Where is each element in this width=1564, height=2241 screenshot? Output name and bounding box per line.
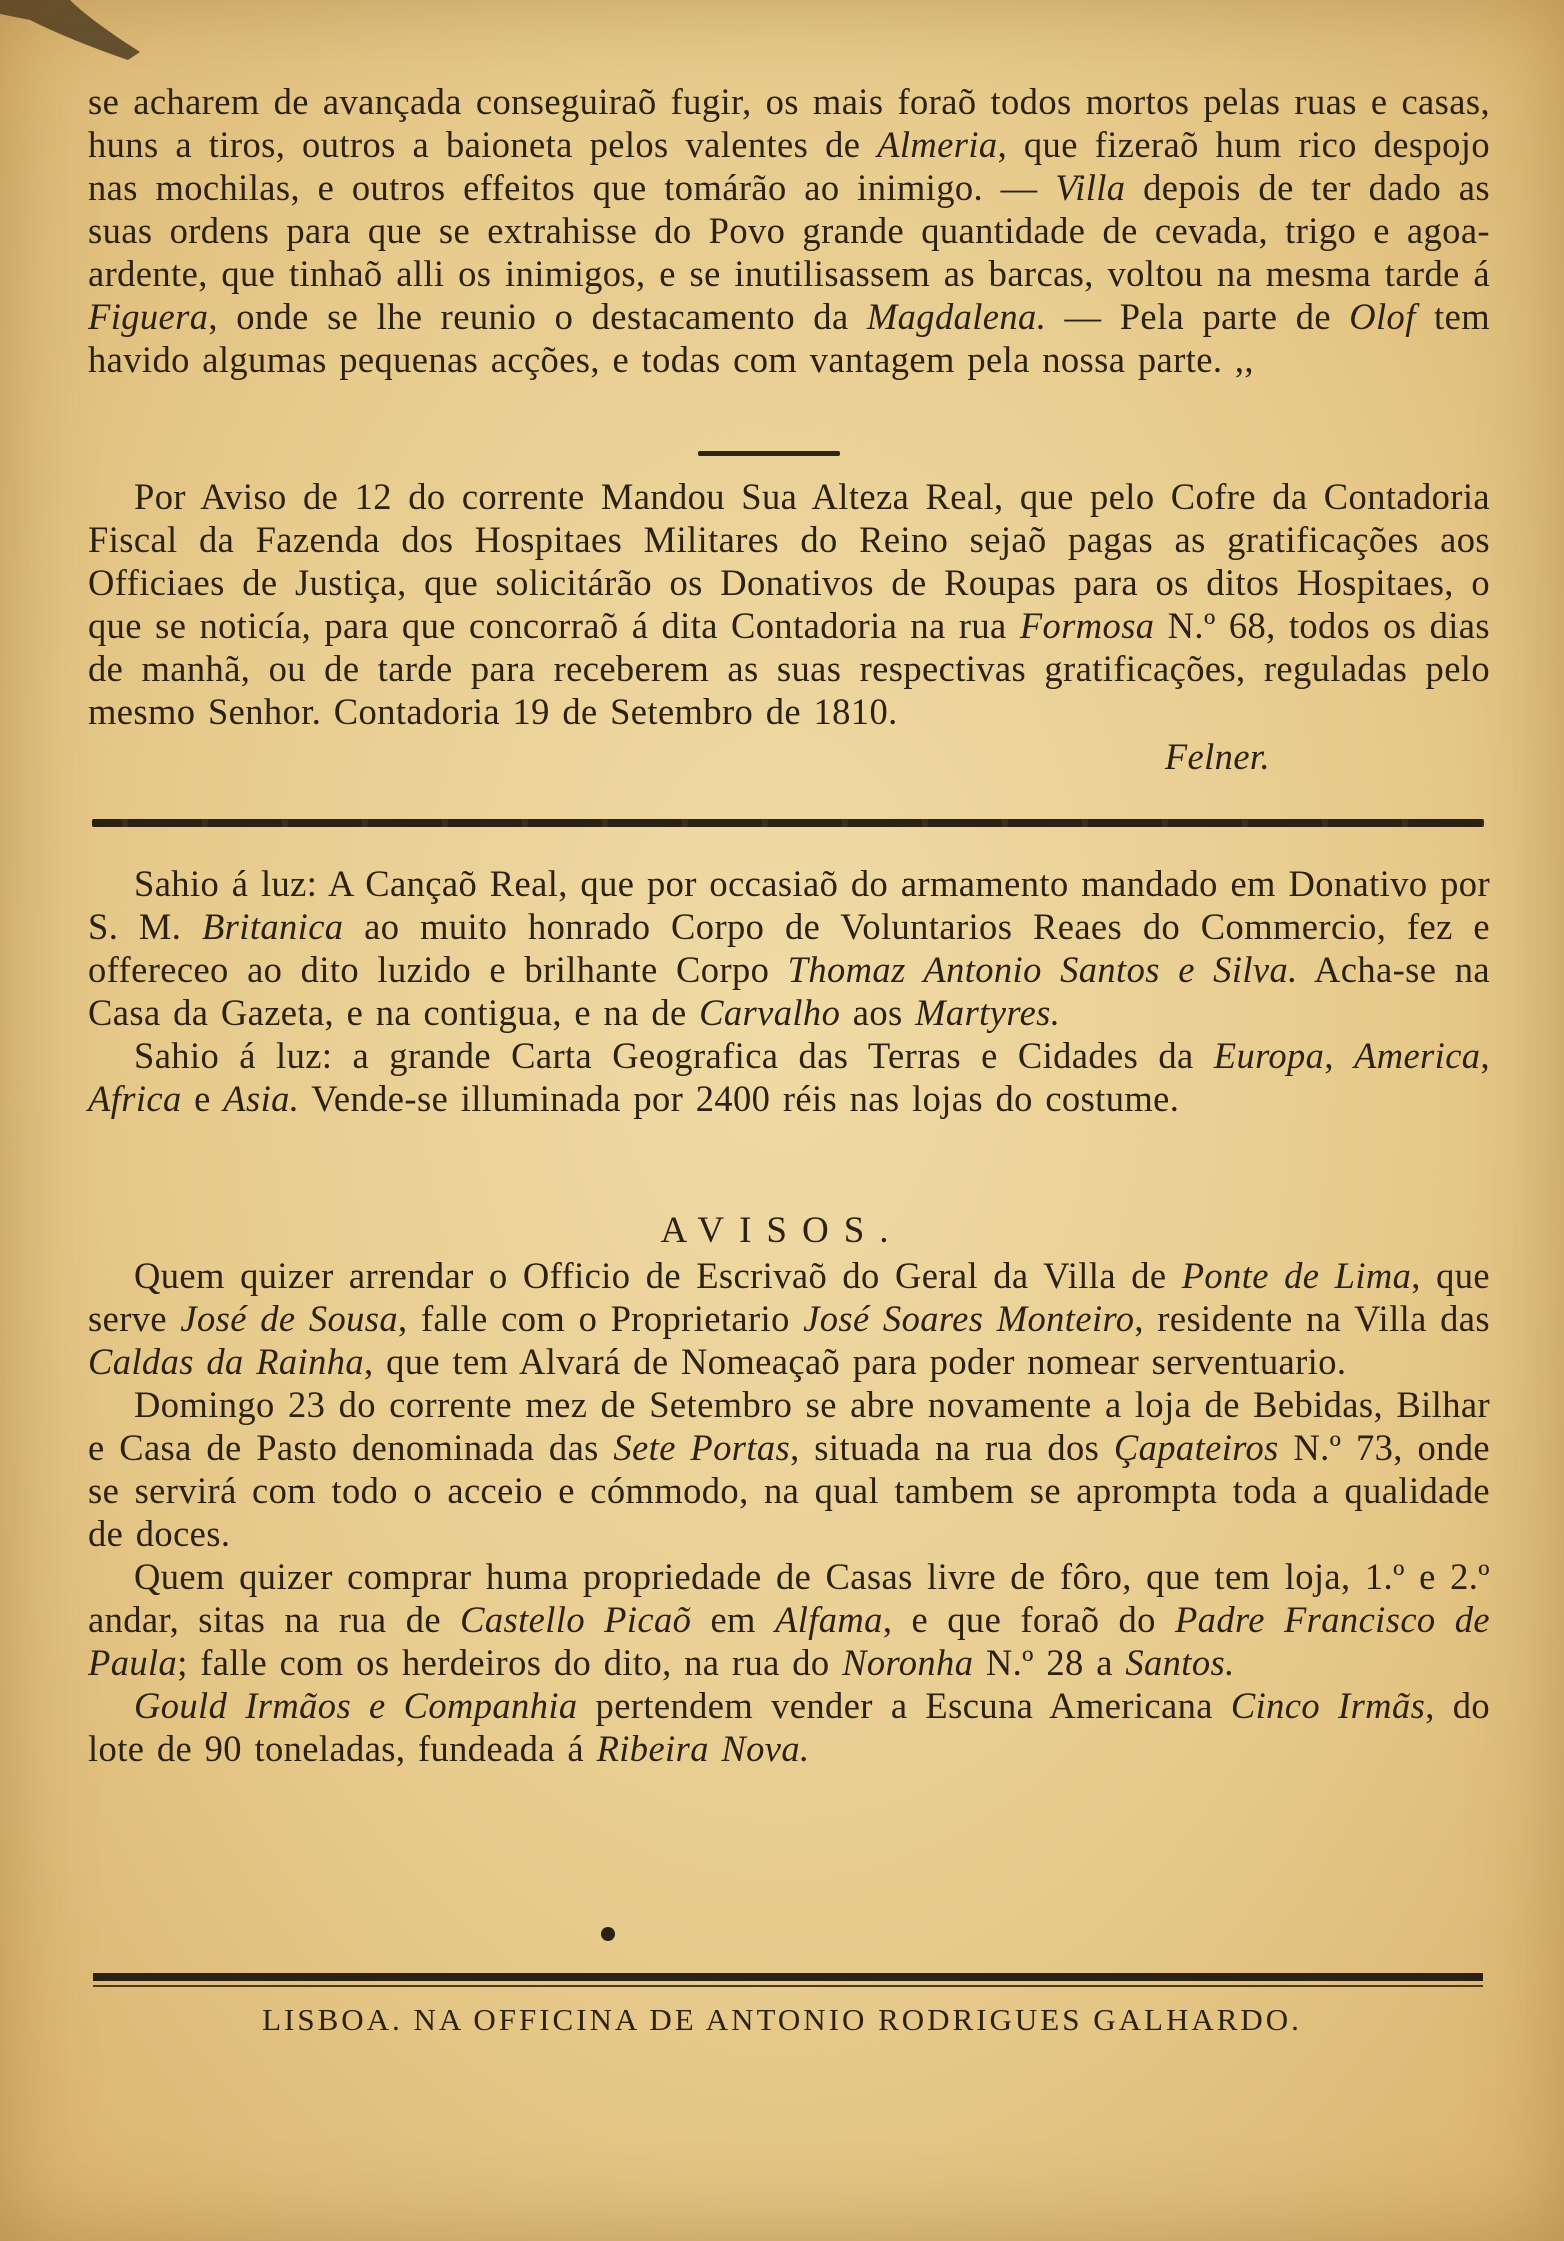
war-report-continuation [88, 80, 1490, 381]
publication-notice-song: Sahio á luz: A Cançaõ Real, que por occasiaõ do armamento mandado em Donativo por S. M. Britanica ao muito honrado Corpo de Voluntarios Reaes do Commercio, fez e offereceo ao dito luzido e brilhante Corpo Thomaz Antonio Santos e Silva. Acha-se na Casa da Gazeta, e na contigua, e na de Carvalho aos Martyres. [88, 863, 1490, 1033]
publications-section [88, 862, 1490, 1120]
section-divider-short [698, 451, 840, 456]
footer-rule [93, 1973, 1483, 1981]
aviso-schooner-sale: Gould Irmãos e Companhia pertendem vender a Escuna Americana Cinco Irmãs, do lote de 90 toneladas, fundeada á Ribeira Nova. [88, 1685, 1491, 1769]
hospital-notice [88, 475, 1490, 778]
section-divider-long [92, 819, 1484, 827]
war-report-paragraph: se acharem de avançada conseguiraõ fugir, os mais foraõ todos mortos pelas ruas e casas, huns a tiros, outros a baioneta pelos valentes de Almeria, que fizeraõ hum rico despojo nas mochilas, e outros effeitos que tomárão ao inimigo. — Villa depois de ter dado as suas ordens para que se extrahisse do Povo grande quantidade de cevada, trigo e agoa-ardente, que tinhaõ alli os inimigos, e se inutilisassem as barcas, voltou na mesma tarde á Figuera, onde se lhe reunio o destacamento da Magdalena. — Pela parte de Olof tem havido algumas pequenas acções, e todas com vantagem pela nossa parte. ,, [88, 81, 1491, 380]
aviso-property-sale: Quem quizer comprar huma propriedade de Casas livre de fôro, que tem loja, 1.º e 2.º andar, sitas na rua de Castello Picaõ em Alfama, e que foraõ do Padre Francisco de Paula; falle com os herdeiros do dito, na rua do Noronha N.º 28 a Santos. [88, 1556, 1490, 1683]
aviso-office-lease: Quem quizer arrendar o Officio de Escrivaõ do Geral da Villa de Ponte de Lima, que serve José de Sousa, falle com o Proprietario José Soares Monteiro, residente na Villa das Caldas da Rainha, que tem Alvará de Nomeaçaõ para poder nomear serventuario. [88, 1255, 1490, 1382]
avisos-section [88, 1254, 1490, 1770]
ornament-dot [601, 1927, 615, 1941]
notice-signature: Felner. [1164, 736, 1270, 777]
torn-corner-mark [0, 0, 150, 80]
avisos-heading: AVISOS. [660, 1210, 904, 1251]
footer-rule-thin [93, 1985, 1483, 1987]
hospital-notice-paragraph: Por Aviso de 12 do corrente Mandou Sua Alteza Real, que pelo Cofre da Contadoria Fiscal da Fazenda dos Hospitaes Militares do Reino sejaõ pagas as gratificações aos Officiaes de Justiça, que solicitárão os Donativos de Roupas para os ditos Hospitaes, o que se noticía, para que concorraõ á dita Contadoria na rua Formosa N.º 68, todos os dias de manhã, ou de tarde para receberem as suas respectivas gratificações, reguladas pelo mesmo Senhor. Contadoria 19 de Setembro de 1810. [88, 476, 1490, 732]
printer-imprint: LISBOA. NA OFFICINA DE ANTONIO RODRIGUES GALHARDO. [262, 2002, 1302, 2037]
aviso-tavern-opening: Domingo 23 do corrente mez de Setembro se abre novamente a loja de Bebidas, Bilhar e Casa de Pasto denominada das Sete Portas, situada na rua dos Çapateiros N.º 73, onde se servirá com todo o acceio e cómmodo, na qual tambem se apromptа toda a qualidade de doces. [88, 1384, 1490, 1554]
publication-notice-map: Sahio á luz: a grande Carta Geografica das Terras e Cidades da Europa, America, Africa e Asia. Vende-se illuminada por 2400 réis nas lojas do costume. [88, 1035, 1490, 1119]
